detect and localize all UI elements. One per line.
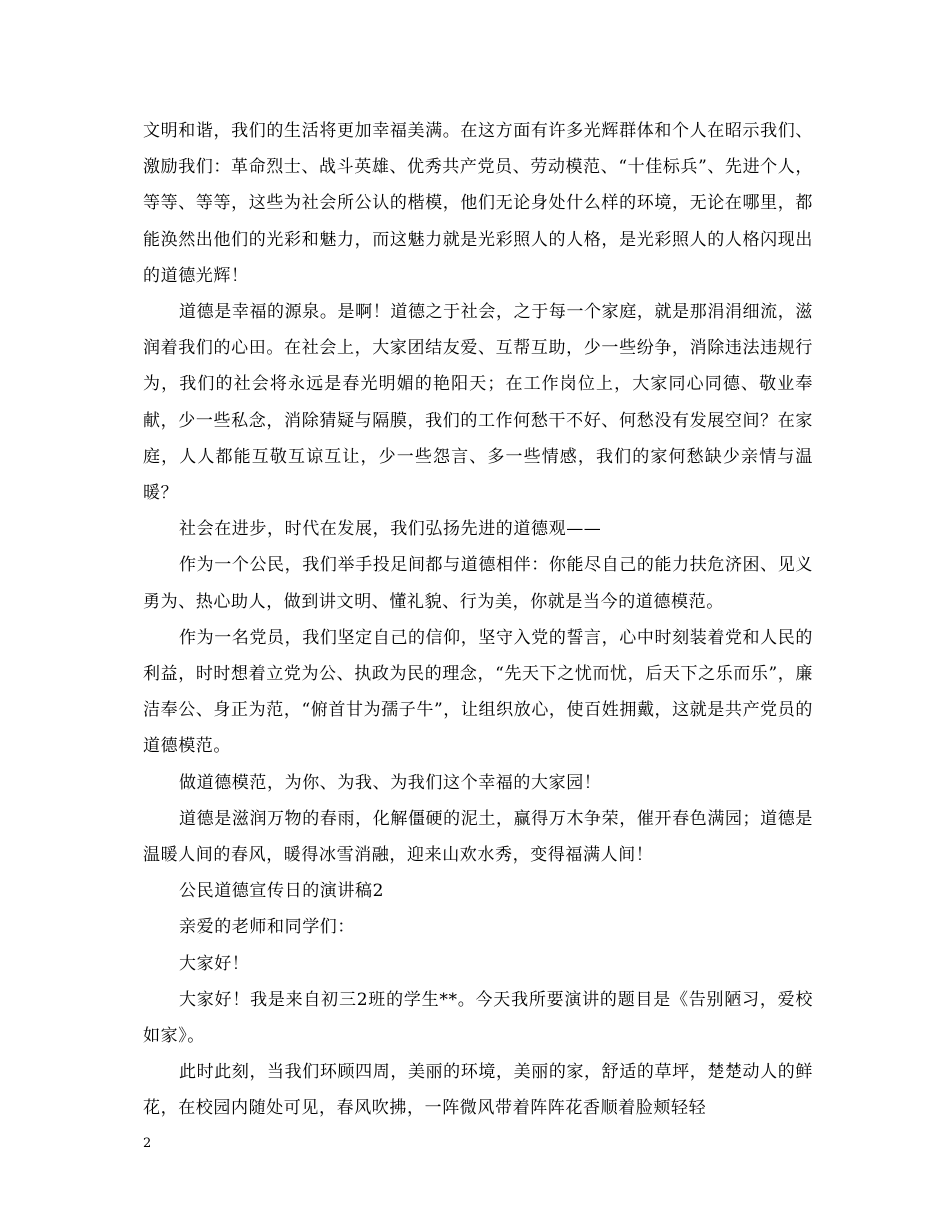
section-heading: 公民道德宣传日的演讲稿2	[179, 881, 385, 902]
paragraph-spring-rain: 道德是滋润万物的春雨，化解僵硬的泥土，赢得万木争荣，催开春色满园；道德是温暖人间的春风，暖得冰雪消融，迎来山欢水秀，变得福满人间！	[143, 808, 813, 866]
paragraph-be-moral-model: 做道德模范，为你、为我、为我们这个幸福的大家园！	[179, 772, 602, 793]
salutation: 亲爱的老师和同学们：	[179, 917, 355, 938]
body-text	[143, 113, 813, 1127]
paragraph-as-citizen: 作为一个公民，我们举手投足间都与道德相伴：你能尽自己的能力扶危济困、见义勇为、热心助人，做到讲文明、懂礼貌、行为美，你就是当今的道德模范。	[143, 555, 813, 612]
paragraph-campus-scene: 此时此刻，当我们环顾四周，美丽的环境，美丽的家，舒适的草坪，楚楚动人的鲜花，在校园内随处可见，春风吹拂，一阵微风带着阵阵花香顺着脸颊轻轻	[143, 1062, 813, 1119]
paragraph-happiness-source: 道德是幸福的源泉。是啊！道德之于社会，之于每一个家庭，就是那涓涓细流，滋润着我们的心田。在社会上，大家团结友爱、互帮互助，少一些纷争，消除违法违规行为，我们的社会将永远是春光明媚的艳阳天；在工作岗位上，大家同心同德、敬业奉献，少一些私念，消除猜疑与隔膜，我们的工作何愁干不好、何愁没有发展空间？在家庭，人人都能互敬互谅互让，少一些怨言、多一些情感，我们的家何愁缺少亲情与温暖？	[143, 302, 813, 504]
page-number: 2	[143, 1136, 152, 1151]
paragraph-as-party-member: 作为一名党员，我们坚定自己的信仰，坚守入党的誓言，心中时刻装着党和人民的利益，时时想着立党为公、执政为民的理念，“先天下之忧而忧，后天下之乐而乐”，廉洁奉公、身正为范，“俯首甘为孺子牛”，让组织放心，使百姓拥戴，这就是共产党员的道德模范。	[143, 627, 813, 757]
paragraph-society-progress: 社会在进步，时代在发展，我们弘扬先进的道德观——	[179, 519, 602, 540]
greeting: 大家好！	[179, 953, 250, 974]
paragraph-speech-intro: 大家好！我是来自初三2班的学生**。今天我所要演讲的题目是《告别陋习，爱校如家》。	[143, 989, 813, 1047]
paragraph-continued: 文明和谐，我们的生活将更加幸福美满。在这方面有许多光辉群体和个人在昭示我们、激励我们：革命烈士、战斗英雄、优秀共产党员、劳动模范、“十佳标兵”、先进个人，等等、等等，这些为社会所公认的楷模，他们无论身处什么样的环境，无论在哪里，都能涣然出他们的光彩和魅力，而这魅力就是光彩照人的人格，是光彩照人的人格闪现出的道德光辉！	[143, 121, 813, 286]
